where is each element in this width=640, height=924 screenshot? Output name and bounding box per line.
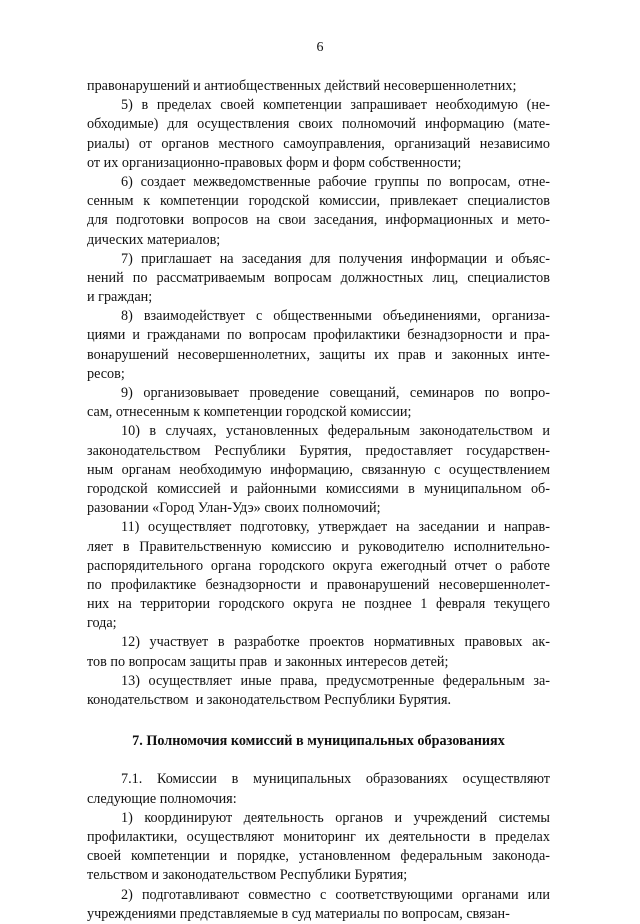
- text-line: ляет в Правительственную комиссию и руководителю исполнительно-: [87, 538, 550, 555]
- section-heading: 7. Полномочия комиссий в муниципальных образованиях: [132, 733, 505, 750]
- text-line: [87, 403, 550, 422]
- text-line: своей компетенции и порядке, установленном федеральным законода-: [87, 848, 550, 865]
- text-line: по профилактике безнадзорности и правонарушений несовершеннолет-: [87, 576, 550, 593]
- line-text: сам, отнесенным к компетенции городской комиссии;: [87, 404, 412, 421]
- line-text: от их организационно-правовых форм и форм собственности;: [87, 154, 462, 171]
- text-line: риалы) от органов местного самоуправления, организаций независимо: [87, 135, 550, 152]
- text-line: 8) взаимодействует с общественными объединениями, организа-: [121, 308, 550, 325]
- paragraph: [87, 770, 550, 808]
- text-line: [87, 614, 550, 633]
- line-text: ресов;: [87, 365, 125, 382]
- text-line: 12) участвует в разработке проектов нормативных правовых ак-: [121, 634, 550, 651]
- text-line: обходимые) для осуществления своих полномочий информацию (мате-: [87, 116, 550, 133]
- text-line: городской комиссией и районными комиссиями в муниципальном об-: [87, 480, 550, 497]
- text-line: [87, 288, 550, 307]
- text-line: сенным к компетенции городской комиссии, привлекает специалистов: [87, 193, 550, 210]
- line-text: и граждан;: [87, 289, 153, 306]
- paragraph: [87, 250, 550, 308]
- text-line: распорядительного органа городского округа ежегодный отчет о работе: [87, 557, 550, 574]
- document-body: [87, 77, 550, 924]
- text-line: 2) подготавливают совместно с соответствующими органами или: [121, 886, 550, 903]
- paragraph: [87, 77, 550, 96]
- text-line: 10) в случаях, установленных федеральным законодательством и: [121, 423, 550, 440]
- paragraph: [87, 307, 550, 384]
- text-line: [87, 790, 550, 809]
- line-text: тов по вопросам защиты прав и законных интересов детей;: [87, 653, 449, 670]
- paragraph: [87, 672, 550, 710]
- paragraph: [87, 518, 550, 633]
- text-line: [87, 77, 550, 96]
- text-line: 6) создает межведомственные рабочие группы по вопросам, отне-: [121, 173, 550, 190]
- text-line: [87, 653, 550, 672]
- text-line: для подготовки вопросов на свои заседания, информационных и мето-: [87, 212, 550, 229]
- line-text: разовании «Город Улан-Удэ» своих полномочий;: [87, 500, 381, 517]
- text-line: [87, 691, 550, 710]
- section-6-continued: [87, 77, 550, 710]
- paragraph: [87, 422, 550, 518]
- text-line: профилактики, осуществляют мониторинг их деятельности в пределах: [87, 828, 550, 845]
- paragraph: [87, 173, 550, 250]
- paragraph: [87, 384, 550, 422]
- line-text: дических материалов;: [87, 231, 221, 248]
- text-line: [87, 499, 550, 518]
- section-7: [87, 770, 550, 924]
- paragraph: [87, 633, 550, 671]
- text-line: 13) осуществляет иные права, предусмотренные федеральным за-: [121, 672, 550, 689]
- text-line: [87, 154, 550, 173]
- text-line: 7.1. Комиссии в муниципальных образованиях осуществляют: [121, 771, 550, 788]
- line-text: следующие полномочия:: [87, 790, 237, 807]
- text-line: [87, 905, 550, 924]
- text-line: 7) приглашает на заседания для получения информации и объяс-: [121, 250, 550, 267]
- text-line: 11) осуществляет подготовку, утверждает на заседании и направ-: [121, 519, 550, 536]
- line-text: учреждениями представляемые в суд материалы по вопросам, связан-: [87, 905, 510, 922]
- text-line: них на территории городского округа не позднее 1 февраля текущего: [87, 596, 550, 613]
- line-text: конодательством и законодательством Республики Бурятия.: [87, 692, 452, 708]
- text-line: вонарушений несовершеннолетних, защиты их прав и законных инте-: [87, 346, 550, 363]
- text-line: [87, 231, 550, 250]
- text-line: 1) координируют деятельность органов и учреждений системы: [121, 809, 550, 826]
- text-line: законодательством Республики Бурятия, предоставляет государствен-: [87, 442, 550, 459]
- page-number: 6: [316, 40, 324, 55]
- text-line: 5) в пределах своей компетенции запрашивает необходимую (не-: [121, 97, 550, 114]
- text-line: ным органам необходимую информацию, связанную с осуществлением: [87, 461, 550, 478]
- line-text: правонарушений и антиобщественных действий несовершеннолетних;: [87, 78, 517, 94]
- line-text: тельством и законодательством Республики Бурятия;: [87, 867, 408, 884]
- text-line: циями и гражданами по вопросам профилактики безнадзорности и пра-: [87, 327, 550, 344]
- line-text: года;: [87, 615, 117, 632]
- text-line: 9) организовывает проведение совещаний, семинаров по вопро-: [121, 385, 550, 401]
- paragraph: [87, 96, 550, 173]
- paragraph: [87, 809, 550, 886]
- text-line: [87, 365, 550, 384]
- text-line: нений по рассматриваемым вопросам должностных лиц, специалистов: [87, 269, 550, 286]
- text-line: [87, 866, 550, 885]
